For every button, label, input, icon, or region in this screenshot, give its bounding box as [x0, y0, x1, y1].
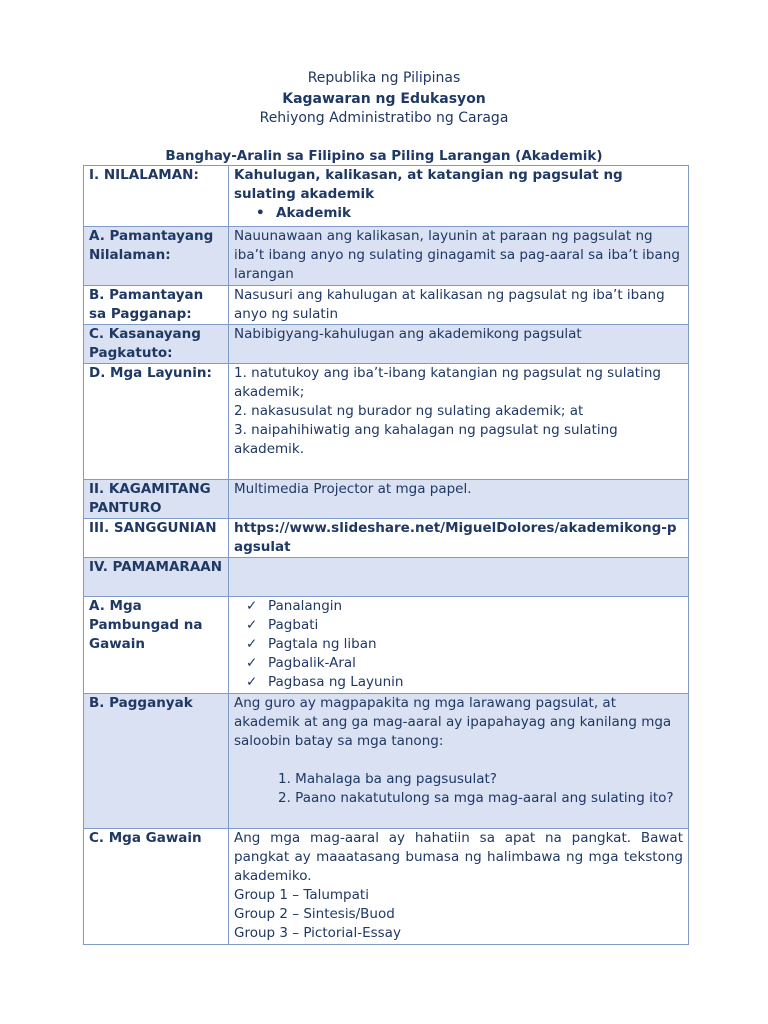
checkmark-icon: ✓: [246, 674, 258, 690]
value-pamantayan-pagganap: Nasusuri ang kahulugan at kalikasan ng pagsulat ng iba’t ibang anyo ng sulatin: [229, 286, 689, 325]
label-sanggunian: III. SANGGUNIAN: [84, 519, 229, 558]
row-kagamitang-panturo: [84, 480, 689, 519]
lesson-plan-table: [83, 165, 689, 945]
gawain-group: Group 2 – Sintesis/Buod: [234, 906, 395, 922]
row-pamantayan-pagganap: [84, 286, 689, 325]
row-pagganyak: [84, 694, 689, 829]
value-layunin: [229, 364, 689, 480]
pagganyak-text: Ang guro ay magpapakita ng mga larawang pagsulat, at akademik at ang ga mag-aaral ay ipapahayag ang kanilang mga saloobin batay sa mga tanong:: [234, 695, 672, 749]
checkmark-icon: ✓: [246, 617, 258, 633]
pagganyak-question: 1. Mahalaga ba ang pagsusulat?: [278, 771, 497, 787]
checkmark-icon: ✓: [246, 636, 258, 652]
value-kasanayang-pagkatuto: Nabibigyang-kahulugan ang akademikong pagsulat: [229, 325, 689, 364]
header-kagawaran: Kagawaran ng Edukasyon: [282, 91, 486, 107]
value-kagamitang-panturo: Multimedia Projector at mga papel.: [229, 480, 689, 519]
label-nilalaman: I. NILALAMAN:: [84, 166, 229, 227]
value-gawain: [229, 829, 689, 945]
label-pagganyak: B. Pagganyak: [84, 694, 229, 829]
label-gawain: C. Mga Gawain: [84, 829, 229, 945]
label-pamamaraan: IV. PAMAMARAAN: [84, 558, 229, 597]
row-nilalaman: [84, 166, 689, 227]
value-pambungad: [229, 597, 689, 694]
pambungad-item: ✓ Pagtala ng liban: [246, 636, 377, 652]
label-pamantayang-nilalaman: A. Pamantayang Nilalaman:: [84, 227, 229, 286]
label-kagamitang-panturo: II. KAGAMITANG PANTURO: [84, 480, 229, 519]
pagganyak-question: 2. Paano nakatutulong sa mga mag-aaral ang sulating ito?: [278, 790, 674, 806]
row-pambungad: [84, 597, 689, 694]
layunin-item: 1. natutukoy ang iba’t-ibang katangian ng pagsulat ng sulating akademik;: [234, 365, 661, 400]
row-gawain: [84, 829, 689, 945]
label-kasanayang-pagkatuto: C. Kasanayang Pagkatuto:: [84, 325, 229, 364]
checkmark-icon: ✓: [246, 655, 258, 671]
nilalaman-text: Kahulugan, kalikasan, at katangian ng pagsulat ng sulating akademik: [234, 167, 623, 202]
value-pamantayang-nilalaman: Nauunawaan ang kalikasan, layunin at paraan ng pagsulat ng iba’t ibang anyo ng sulating ginagamit sa pag-aaral sa iba’t ibang larangan: [229, 227, 689, 286]
gawain-text: Ang mga mag-aaral ay hahatiin sa apat na pangkat. Bawat pangkat ay maaatasang bumasa ng halimbawa ng mga tekstong akademiko.: [234, 830, 683, 884]
pambungad-item: ✓ Pagbalik-Aral: [246, 655, 356, 671]
document-title: Banghay-Aralin sa Filipino sa Piling Larangan (Akademik): [165, 148, 603, 164]
row-kasanayang-pagkatuto: [84, 325, 689, 364]
layunin-item: 2. nakasusulat ng burador ng sulating akademik; at: [234, 403, 584, 419]
layunin-item: 3. naipahihiwatig ang kahalagan ng pagsulat ng sulating akademik.: [234, 422, 618, 457]
value-pagganyak: [229, 694, 689, 829]
header-rehiyon: Rehiyong Administratibo ng Caraga: [259, 110, 509, 126]
row-pamantayang-nilalaman: [84, 227, 689, 286]
pambungad-item: ✓ Panalangin: [246, 598, 343, 614]
nilalaman-bullet: • Akademik: [276, 204, 683, 223]
header-republika: Republika ng Pilipinas: [307, 70, 461, 86]
label-pamantayan-pagganap: B. Pamantayan sa Pagganap:: [84, 286, 229, 325]
label-pambungad: A. Mga Pambungad na Gawain: [84, 597, 229, 694]
value-sanggunian-link[interactable]: https://www.slideshare.net/MiguelDolores/akademikong-pagsulat: [229, 519, 689, 558]
pambungad-item: ✓ Pagbati: [246, 617, 319, 633]
row-sanggunian: [84, 519, 689, 558]
value-pamamaraan: [229, 558, 689, 597]
gawain-group: Group 1 – Talumpati: [234, 887, 369, 903]
checkmark-icon: ✓: [246, 598, 258, 614]
row-layunin: [84, 364, 689, 480]
pambungad-item: ✓ Pagbasa ng Layunin: [246, 674, 404, 690]
label-layunin: D. Mga Layunin:: [84, 364, 229, 480]
row-pamamaraan: [84, 558, 689, 597]
value-nilalaman: [229, 166, 689, 227]
gawain-group: Group 3 – Pictorial-Essay: [234, 925, 401, 941]
